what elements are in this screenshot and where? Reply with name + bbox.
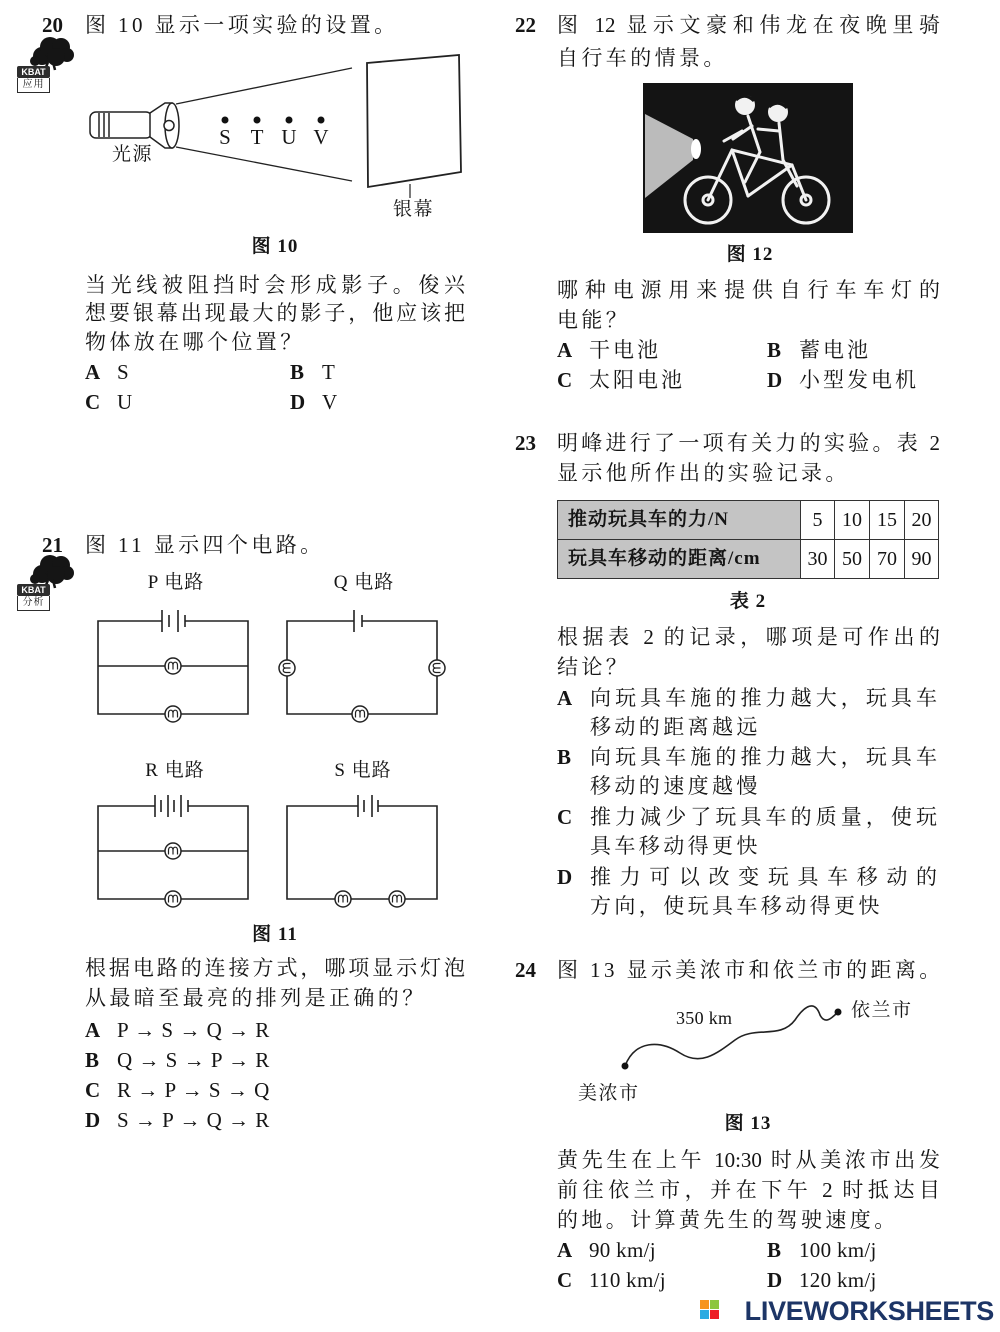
night-bicycle-picture (643, 83, 853, 233)
question-stem: 图 12 显示文豪和伟龙在夜晚里骑 (557, 13, 940, 37)
answer-option-a[interactable] (85, 1017, 325, 1043)
liveworksheets-logo[interactable]: LIVEWORKSHEETS (744, 1296, 994, 1326)
option-text: 推力可以改变玩具车移动的 (590, 865, 937, 889)
circuit-q-battery-icon (354, 610, 362, 632)
option-letter: D (767, 368, 783, 392)
answer-option-d[interactable] (85, 1107, 325, 1133)
option-text: 向玩具车施的推力越大，玩具车 (590, 745, 937, 769)
question-text: 物体放在哪个位置？ (85, 330, 305, 354)
option-text: 具车移动得更快 (590, 834, 761, 858)
answer-option-c[interactable] (85, 389, 265, 415)
kbat-badge-tag: 应用 (17, 78, 50, 93)
option-letter: A (557, 1238, 573, 1262)
answer-option-d[interactable] (290, 389, 470, 415)
option-text: 干电池 (589, 338, 661, 362)
question-text: 从最暗至最亮的排列是正确的？ (85, 986, 427, 1010)
bulb-icon (279, 660, 295, 676)
light-source-label: 光源 (112, 144, 154, 165)
option-text: 100 km/j (799, 1238, 877, 1262)
option-text: 蓄电池 (799, 338, 871, 362)
position-dot-v (318, 117, 325, 124)
option-letter: B (85, 1048, 100, 1072)
flashlight-icon (90, 103, 179, 148)
figure-caption: 图 12 (726, 244, 774, 265)
kbat-badge-tag: 分析 (17, 596, 50, 611)
question-number: 24 (515, 958, 536, 982)
answer-option-d[interactable] (767, 367, 947, 393)
option-text: U (117, 390, 136, 414)
option-letter: D (290, 390, 306, 414)
bulb-icon (335, 891, 351, 907)
circuit-s-label: S 电路 (334, 760, 392, 781)
option-letter: A (557, 338, 573, 362)
question-text: 的地。计算黄先生的驾驶速度。 (557, 1208, 899, 1232)
option-letter: D (557, 865, 573, 889)
distance-label: 350 km (676, 1008, 733, 1028)
question-number: 20 (42, 13, 63, 37)
answer-option-a[interactable] (557, 1237, 737, 1263)
question-stem: 明峰进行了一项有关力的实验。表 2 (557, 431, 940, 455)
question-text: 结论？ (557, 655, 631, 679)
question-stem: 显示他所作出的实验记录。 (557, 461, 850, 485)
option-text: 推力减少了玩具车的质量，使玩 (590, 805, 937, 829)
position-label-v: V (313, 125, 329, 149)
answer-option-b[interactable] (290, 359, 470, 385)
table-row (558, 540, 939, 579)
option-letter: B (767, 338, 782, 362)
answer-option-a[interactable] (557, 685, 947, 741)
circuit-s-battery-icon (358, 795, 378, 817)
screen-label: 银幕 (393, 199, 435, 220)
circuit-p-label: P 电路 (147, 572, 205, 593)
circuit-r-battery-icon (155, 795, 188, 817)
liveworksheets-logo-icon (700, 1300, 719, 1319)
question-text: 根据电路的连接方式，哪项显示灯泡 (85, 956, 465, 980)
option-text: 向玩具车施的推力越大，玩具车 (590, 686, 937, 710)
answer-option-d[interactable] (767, 1267, 947, 1293)
option-text: S (117, 360, 132, 384)
figure-caption: 图 11 (252, 924, 298, 945)
table-cell: 30 (801, 540, 835, 579)
answer-option-b[interactable] (767, 337, 947, 363)
kbat-badge-label: KBAT (17, 66, 50, 78)
bulb-icon (389, 891, 405, 907)
kbat-badge (17, 584, 50, 611)
screen-panel (367, 55, 461, 187)
table-cell: 20 (905, 501, 939, 540)
table-cell: 5 (801, 501, 835, 540)
end-city-label: 依兰市 (851, 1000, 913, 1021)
table-caption: 表 2 (729, 591, 767, 612)
option-text: 方向，使玩具车移动得更快 (590, 894, 883, 918)
start-city-label: 美浓市 (578, 1083, 640, 1104)
kbat-badge-label: KBAT (17, 584, 50, 596)
option-text: Q → S → P → R (117, 1048, 270, 1072)
question-text: 哪种电源用来提供自行车车灯的 (557, 278, 940, 302)
option-text: S → P → Q → R (117, 1108, 270, 1132)
option-letter: C (557, 1268, 573, 1292)
position-label-s: S (219, 125, 231, 149)
option-letter: C (557, 368, 573, 392)
table-cell: 50 (835, 540, 870, 579)
answer-option-c[interactable] (557, 1267, 737, 1293)
bulb-icon (165, 658, 181, 674)
question-text: 前往依兰市，并在下午 2 时抵达目 (557, 1178, 940, 1202)
option-text: R → P → S → Q (117, 1078, 270, 1102)
kbat-badge (17, 66, 50, 93)
light-beam-lower (176, 147, 352, 181)
option-text: T (322, 360, 338, 384)
bulb-icon (429, 660, 445, 676)
table-cell: 70 (870, 540, 905, 579)
option-text: P → S → Q → R (117, 1018, 270, 1042)
end-city-dot (835, 1009, 842, 1016)
option-letter: C (85, 1078, 101, 1102)
option-text: 110 km/j (589, 1268, 666, 1292)
answer-option-b[interactable] (767, 1237, 947, 1263)
start-city-dot (622, 1063, 629, 1070)
question-stem: 图 11 显示四个电路。 (85, 533, 325, 557)
option-letter: B (767, 1238, 782, 1262)
option-text: 移动的速度越慢 (590, 774, 761, 798)
figure-caption: 图 10 (251, 236, 299, 257)
question-number: 22 (515, 13, 536, 37)
option-letter: D (85, 1108, 101, 1132)
option-text: V (322, 390, 341, 414)
option-letter: A (85, 1018, 101, 1042)
answer-option-a[interactable] (557, 337, 737, 363)
answer-option-b[interactable] (557, 744, 947, 800)
table-row-header: 推动玩具车的力/N (558, 501, 801, 540)
bulb-icon (165, 843, 181, 859)
question-text: 黄先生在上午 10:30 时从美浓市出发 (557, 1148, 940, 1172)
option-text: 小型发电机 (799, 368, 919, 392)
question-text: 想要银幕出现最大的影子，他应该把 (85, 301, 465, 325)
answer-option-b[interactable] (85, 1047, 325, 1073)
position-dot-u (286, 117, 293, 124)
option-text: 移动的距离越远 (590, 715, 761, 739)
experiment-table (557, 500, 939, 579)
option-letter: A (557, 686, 573, 710)
option-text: 太阳电池 (589, 368, 685, 392)
circuit-q-wire (287, 621, 437, 714)
circuit-s-wire (287, 806, 437, 899)
table-row (558, 501, 939, 540)
table-cell: 15 (870, 501, 905, 540)
table-cell: 90 (905, 540, 939, 579)
question-stem: 图 10 显示一项实验的设置。 (85, 13, 399, 37)
position-dot-s (222, 117, 229, 124)
option-letter: C (85, 390, 101, 414)
position-label-u: U (281, 125, 297, 149)
circuit-r-label: R 电路 (145, 760, 205, 781)
question-stem: 图 13 显示美浓市和依兰市的距离。 (557, 958, 944, 982)
question-number: 23 (515, 431, 536, 455)
option-letter: D (767, 1268, 783, 1292)
light-beam-upper (176, 68, 352, 104)
option-letter: B (290, 360, 305, 384)
bulb-icon (165, 891, 181, 907)
option-letter: C (557, 805, 573, 829)
figure-caption: 图 13 (724, 1113, 772, 1134)
question-number: 21 (42, 533, 63, 557)
answer-option-a[interactable] (85, 359, 265, 385)
circuit-q-label: Q 电路 (333, 572, 395, 593)
table-row-header: 玩具车移动的距离/cm (558, 540, 801, 579)
option-letter: A (85, 360, 101, 384)
answer-option-c[interactable] (557, 367, 737, 393)
answer-option-c[interactable] (85, 1077, 325, 1103)
question-text: 电能？ (557, 308, 631, 332)
position-label-t: T (250, 125, 264, 149)
option-letter: B (557, 745, 572, 769)
question-stem: 自行车的情景。 (557, 46, 728, 70)
option-text: 120 km/j (799, 1268, 877, 1292)
bulb-icon (165, 706, 181, 722)
answer-option-c[interactable] (557, 804, 947, 860)
circuit-p-battery-icon (162, 610, 185, 632)
answer-option-d[interactable] (557, 864, 947, 920)
option-text: 90 km/j (589, 1238, 656, 1262)
table-cell: 10 (835, 501, 870, 540)
question-text: 根据表 2 的记录，哪项是可作出的 (557, 625, 940, 649)
question-text: 当光线被阻挡时会形成影子。俊兴 (85, 273, 465, 297)
bulb-icon (352, 706, 368, 722)
position-dot-t (254, 117, 261, 124)
